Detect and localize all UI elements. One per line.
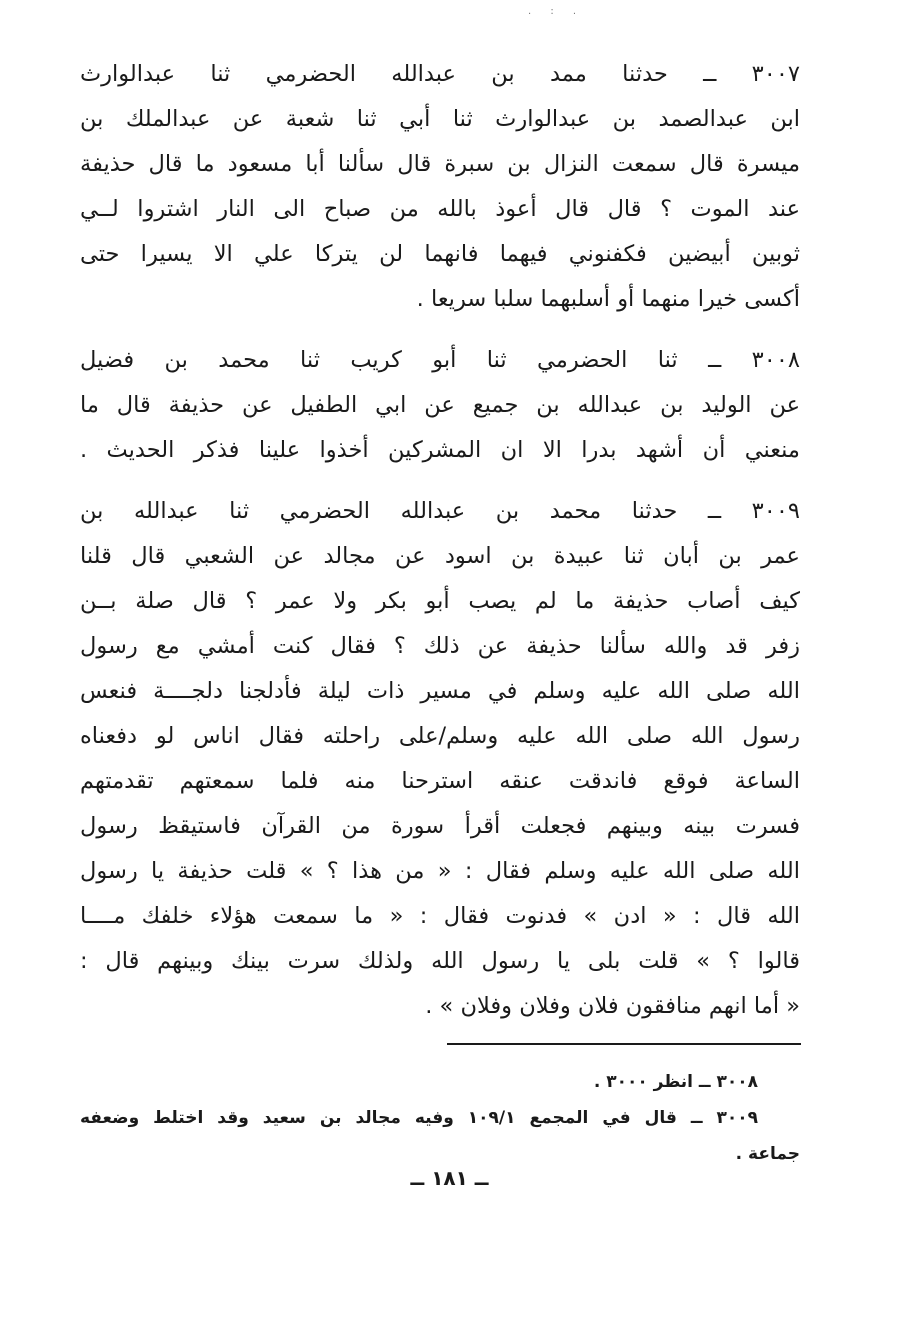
page-number: ــ ١٨١ ــ [410,1166,489,1190]
text-line: كيف أصاب حذيفة ما لم يصب أبو بكر ولا عمر ؟ قال صلة بــن [80,588,800,614]
text-line: أكسى خيرا منهما أو أسلبهما سلبا سريعا . [416,286,800,312]
text-line: منعني أن أشهد بدرا الا ان المشركين أخذوا علينا فذكر الحديث . [80,437,800,463]
footnotes [80,1064,800,1172]
text-line: عمر بن أبان ثنا عبيدة بن اسود عن مجالد عن الشعبي قال قلنا [80,543,800,569]
text-line: ٣٠٠٩ ــ حدثنا محمد بن عبدالله الحضرمي ثنا عبدالله بن [80,498,800,524]
text-line: ابن عبدالصمد بن عبدالوارث ثنا أبي ثنا شعبة عن عبدالملك بن [80,106,800,132]
text-line: ٣٠٠٨ ــ ثنا الحضرمي ثنا أبو كريب ثنا محمد بن فضيل [80,347,800,373]
text-line: ٣٠٠٧ ــ حدثنا ممد بن عبدالله الحضرمي ثنا عبدالوارث [80,61,800,87]
main-text [80,52,800,1045]
text-line: الله قال : « ادن » فدنوت فقال : « ما سمعت هؤلاء خلفك مــــا [80,903,800,929]
footnote-3009-continued: جماعة . [735,1144,800,1164]
hadith-3008 [80,338,800,473]
text-line: رسول الله صلى الله عليه وسلم/على راحلته فقال اناس لو دفعناه [80,723,800,749]
text-line: ميسرة قال سمعت النزال بن سبرة قال سألنا أبا مسعود ما قال حذيفة [80,151,800,177]
text-line: الساعة فوقع فاندقت عنقه استرحنا منه فلما سمعتهم تقدمتهم [80,768,800,794]
text-line: زفر قد والله سألنا حذيفة عن ذلك ؟ فقال كنت أمشي مع رسول [80,633,800,659]
scan-specks: . : . [528,6,585,17]
text-line: عند الموت ؟ قال قال أعوذ بالله من صباح الى النار اشتروا لــي [80,196,800,222]
text-line: ثوبين أبيضين فكفنوني فيهما فانهما لن يتركا علي الا يسيرا حتى [80,241,800,267]
footnote-3009: ٣٠٠٩ ــ قال في المجمع ١٠٩/١ وفيه مجالد بن سعيد وقد اختلط وضعفه [80,1108,758,1128]
text-line: عن الوليد بن عبدالله بن جميع عن ابي الطفيل عن حذيفة قال ما [80,392,800,418]
hadith-3009 [80,489,800,1029]
text-line: فسرت بينه وبينهم فجعلت أقرأ سورة من القرآن فاستيقظ رسول [80,813,800,839]
text-line: « أما انهم منافقون فلان وفلان وفلان » . [425,993,800,1019]
text-line: قالوا ؟ » قلت بلى يا رسول الله ولذلك سرت بينك وبينهم قال : [80,948,800,974]
hadith-3007 [80,52,800,322]
text-line: الله صلى الله عليه وسلم في مسير ذات ليلة فأدلجنا دلجــــة فنعس [80,678,800,704]
footnote-3008: ٣٠٠٨ ــ انظر ٣٠٠٠ . [593,1072,758,1092]
text-line: الله صلى الله عليه وسلم فقال : « من هذا ؟ » قلت حذيفة يا رسول [80,858,800,884]
footnote-divider [447,1043,801,1045]
